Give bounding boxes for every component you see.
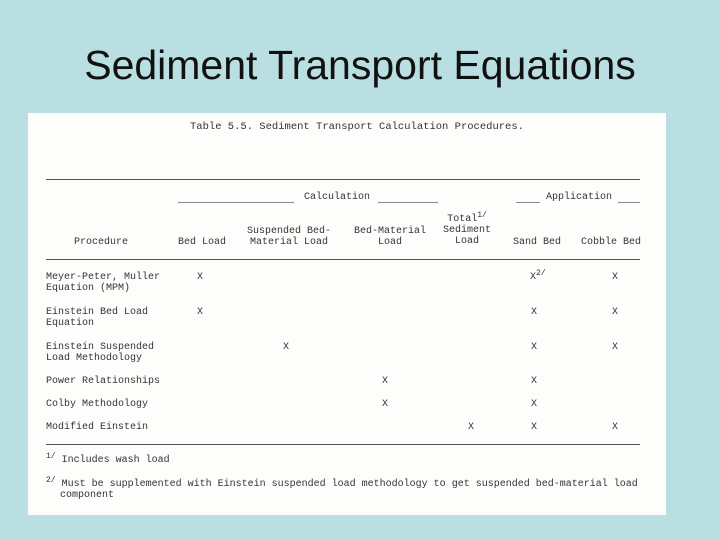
row-procedure-line: Power Relationships bbox=[46, 376, 161, 387]
cell-sand-bed: X bbox=[530, 399, 537, 410]
footnote-2-text-line1: Must be supplemented with Einstein suspended load methodology to get suspended bed-material load bbox=[61, 479, 638, 490]
row-procedure-line: Einstein Bed Load bbox=[46, 307, 149, 318]
row-procedure-line: Equation (MPM) bbox=[46, 283, 131, 294]
group-header-application: Application bbox=[546, 192, 613, 203]
calc-rule-left bbox=[178, 202, 294, 203]
footnote-1-mark: 1/ bbox=[46, 452, 56, 461]
cell-sand-bed-mark: X bbox=[530, 272, 537, 283]
col-header-total-line3: Load bbox=[454, 236, 479, 247]
table-row bbox=[46, 272, 160, 294]
cell-sand-bed bbox=[530, 269, 546, 283]
cell-sand-bed: X bbox=[530, 422, 537, 433]
app-rule-right bbox=[618, 202, 640, 203]
col-header-total-line1: Total bbox=[447, 214, 478, 225]
cell-sand-bed: X bbox=[530, 342, 537, 353]
col-header-suspended bbox=[242, 226, 336, 248]
col-header-suspended-line1: Suspended Bed- bbox=[246, 226, 331, 237]
cell-bed-material: X bbox=[381, 399, 388, 410]
cell-bed-load: X bbox=[196, 272, 203, 283]
col-header-cobble-bed: Cobble Bed bbox=[581, 237, 642, 248]
footnote-2-mark: 2/ bbox=[46, 476, 56, 485]
col-header-suspended-line2: Material Load bbox=[249, 237, 328, 248]
table-caption: Table 5.5. Sediment Transport Calculation Procedures. bbox=[190, 121, 524, 133]
calc-rule-right bbox=[378, 202, 438, 203]
row-procedure-line: Equation bbox=[46, 318, 95, 329]
row-procedure-line: Modified Einstein bbox=[46, 422, 149, 433]
row-procedure-line: Colby Methodology bbox=[46, 399, 149, 410]
table-row bbox=[46, 399, 148, 410]
cell-cobble-bed: X bbox=[611, 422, 618, 433]
top-rule bbox=[46, 179, 640, 180]
row-procedure-line: Einstein Suspended bbox=[46, 342, 155, 353]
total-footnote-mark: 1/ bbox=[477, 211, 487, 220]
cell-sand-bed: X bbox=[530, 307, 537, 318]
app-rule-left bbox=[516, 202, 540, 203]
scanned-table-image bbox=[28, 113, 666, 515]
table-row bbox=[46, 342, 154, 364]
header-rule bbox=[46, 259, 640, 260]
sand-footnote-mark: 2/ bbox=[536, 269, 546, 278]
bottom-rule bbox=[46, 444, 640, 445]
footnote-1 bbox=[46, 452, 170, 466]
cell-sand-bed: X bbox=[530, 376, 537, 387]
footnote-1-text: Includes wash load bbox=[61, 455, 170, 466]
cell-suspended: X bbox=[282, 342, 289, 353]
col-header-procedure: Procedure bbox=[74, 237, 129, 248]
table-row bbox=[46, 376, 160, 387]
col-header-bed-material-line1: Bed-Material bbox=[353, 226, 426, 237]
cell-bed-material: X bbox=[381, 376, 388, 387]
col-header-sand-bed: Sand Bed bbox=[513, 237, 562, 248]
cell-cobble-bed: X bbox=[611, 272, 618, 283]
col-header-bed-material-line2: Load bbox=[377, 237, 402, 248]
col-header-total-line2: Sediment bbox=[442, 225, 491, 236]
cell-total: X bbox=[467, 422, 474, 433]
row-procedure-line: Load Methodology bbox=[46, 353, 143, 364]
col-header-bed-load: Bed Load bbox=[178, 237, 227, 248]
group-header-calculation: Calculation bbox=[304, 192, 371, 203]
footnote-2 bbox=[46, 476, 638, 501]
slide-title: Sediment Transport Equations bbox=[84, 42, 636, 88]
cell-cobble-bed: X bbox=[611, 307, 618, 318]
row-procedure-line: Meyer-Peter, Muller bbox=[46, 272, 161, 283]
footnote-2-text-line2: component bbox=[60, 490, 115, 501]
col-header-bed-material bbox=[348, 226, 432, 248]
table-row bbox=[46, 307, 148, 329]
table-row bbox=[46, 422, 148, 433]
cell-bed-load: X bbox=[196, 307, 203, 318]
col-header-total bbox=[440, 211, 494, 247]
cell-cobble-bed: X bbox=[611, 342, 618, 353]
